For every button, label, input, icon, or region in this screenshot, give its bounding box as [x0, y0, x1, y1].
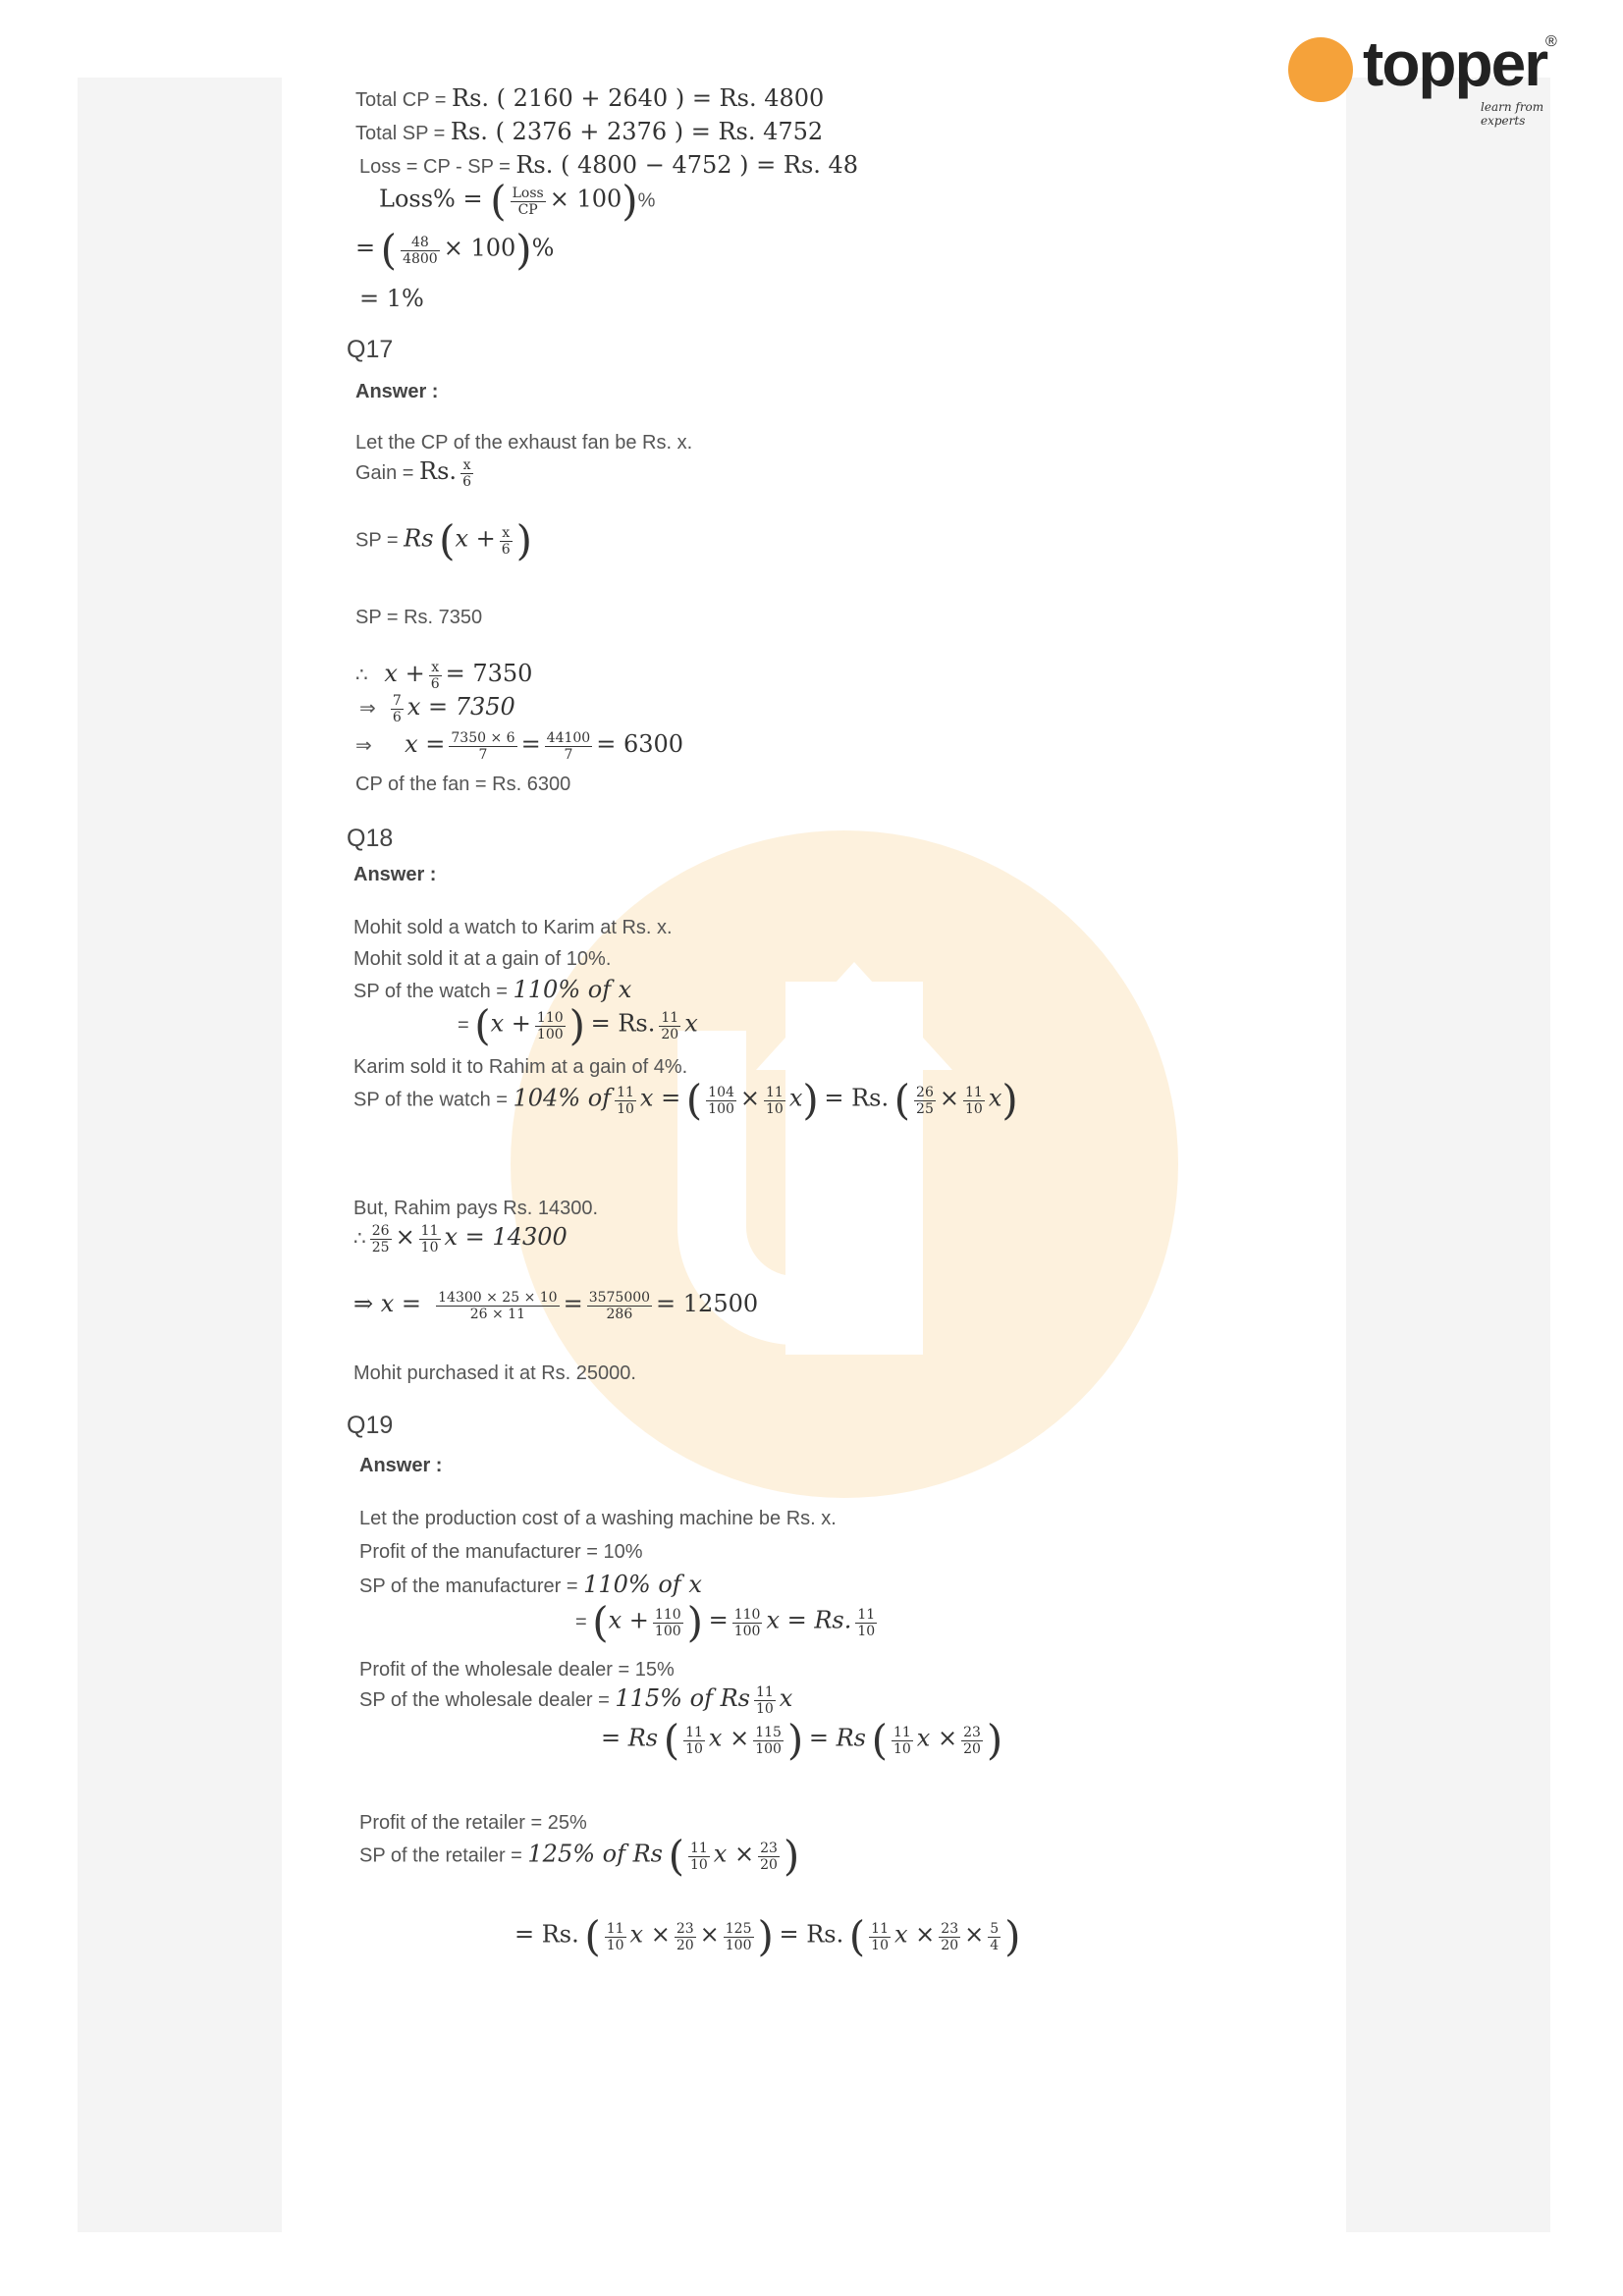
question-label-q19: Q19	[347, 1412, 394, 1439]
watermark-arrow-head	[756, 962, 952, 1070]
q17-line-1: Let the CP of the exhaust fan be Rs. x.	[355, 432, 693, 454]
q18-sp-karim-line: SP of the watch = 104% of $\frac{11}{10}$ x = ( $\frac{104}{100}$ × $\frac{11}{10}$ x) = Rs. ( $\frac{26}{25}$ × $\frac{11}{10}$ x)	[353, 1076, 1018, 1124]
q19-sp-wholesale-line: SP of the wholesale dealer = 115% of Rs $\frac{11}{10}$ x	[359, 1684, 793, 1718]
q19-sp-retailer-line: SP of the retailer = 125% of Rs ( $\frac{11}{10}$ x × $\frac{23}{20}$ )	[359, 1832, 800, 1880]
q19-line-wholesale-profit: Profit of the wholesale dealer = 15%	[359, 1659, 675, 1681]
total-sp-line: Total SP = Rs. ( 2376 + 2376 ) = Rs. 4752	[355, 118, 824, 145]
right-margin-panel	[1346, 78, 1550, 2232]
q17-step-3: ⇒ x = $\frac{7350 \times 6}{7}$ = $\frac{44100}{7}$ = 6300	[355, 730, 684, 764]
q18-line-1: Mohit sold a watch to Karim at Rs. x.	[353, 917, 673, 938]
logo-registered: ®	[1545, 33, 1557, 50]
q19-sp-manufacturer-step: = (x + $\frac{110}{100}$ ) = $\frac{110}{100}$ x = Rs. $\frac{11}{10}$	[575, 1598, 876, 1646]
q19-sp-manufacturer-line: SP of the manufacturer = 110% of x	[359, 1571, 702, 1598]
logo-circle-icon	[1288, 37, 1353, 102]
q17-sp-value: SP = Rs. 7350	[355, 607, 483, 628]
question-label-q18: Q18	[347, 825, 394, 852]
q18-sp-line: SP of the watch = 110% of x	[353, 976, 632, 1003]
topper-logo	[1288, 28, 1573, 128]
logo-word: topper	[1363, 28, 1547, 99]
q18-line-rahim-pays: But, Rahim pays Rs. 14300.	[353, 1198, 599, 1219]
answer-label-q19: Answer :	[359, 1455, 443, 1476]
question-label-q17: Q17	[347, 336, 394, 363]
q18-sp-step: = (x + $\frac{110}{100}$ ) = Rs. $\frac{11}{20}$ x	[458, 1001, 698, 1049]
q19-line-2: Profit of the manufacturer = 10%	[359, 1541, 643, 1563]
q17-step-1: ∴ x + $\frac{x}{6}$ = 7350	[355, 660, 533, 693]
loss-percent-result: = 1%	[359, 285, 424, 312]
q18-line-karim: Karim sold it to Rahim at a gain of 4%.	[353, 1056, 688, 1078]
q19-line-1: Let the production cost of a washing machine be Rs. x.	[359, 1508, 837, 1529]
answer-label-q17: Answer :	[355, 381, 439, 402]
q18-line-2: Mohit sold it at a gain of 10%.	[353, 948, 612, 970]
q17-gain-line: Gain = Rs. $\frac{x}{6}$	[355, 457, 471, 491]
q19-line-retailer-profit: Profit of the retailer = 25%	[359, 1812, 587, 1834]
q17-step-2: ⇒ $\frac{7}{6}$ x = 7350	[359, 693, 515, 726]
q19-sp-retailer-step: = Rs. ( $\frac{11}{10}$ x × $\frac{23}{20}$ × $\frac{125}{100}$ ) = Rs. ( $\frac{11}{10}$ x × $\frac{23}{20}$ × $\frac{5}{4}$ )	[514, 1912, 1021, 1960]
answer-label-q18: Answer :	[353, 864, 437, 885]
q17-sp-expr-line: SP = Rs (x + $\frac{x}{6}$ )	[355, 516, 533, 564]
q19-sp-wholesale-step: = Rs ( $\frac{11}{10}$ x × $\frac{115}{100}$ ) = Rs ( $\frac{11}{10}$ x × $\frac{23}{20}$ )	[601, 1716, 1003, 1764]
total-cp-line: Total CP = Rs. ( 2160 + 2640 ) = Rs. 4800	[355, 84, 825, 112]
loss-percent-step: = ( $\frac{48}{4800}$ × 100)%	[355, 226, 555, 274]
loss-line: Loss = CP - SP = Rs. ( 4800 − 4752 ) = Rs. 48	[359, 151, 859, 179]
loss-percent-line: Loss% = ( $\frac{\text{Loss}}{CP}$ × 100)%	[379, 177, 656, 225]
q17-conclusion: CP of the fan = Rs. 6300	[355, 774, 571, 795]
left-margin-panel	[78, 78, 282, 2232]
q18-step-2: ⇒ x = $\frac{14300 \times 25 \times 10}{26 \times 11}$ = $\frac{3575000}{286}$ = 12500	[353, 1290, 759, 1323]
q18-conclusion: Mohit purchased it at Rs. 25000.	[353, 1362, 636, 1384]
logo-tagline: learn from experts	[1481, 100, 1544, 128]
q18-step-1: ∴ $\frac{26}{25}$ × $\frac{11}{10}$ x = 14300	[353, 1223, 568, 1256]
